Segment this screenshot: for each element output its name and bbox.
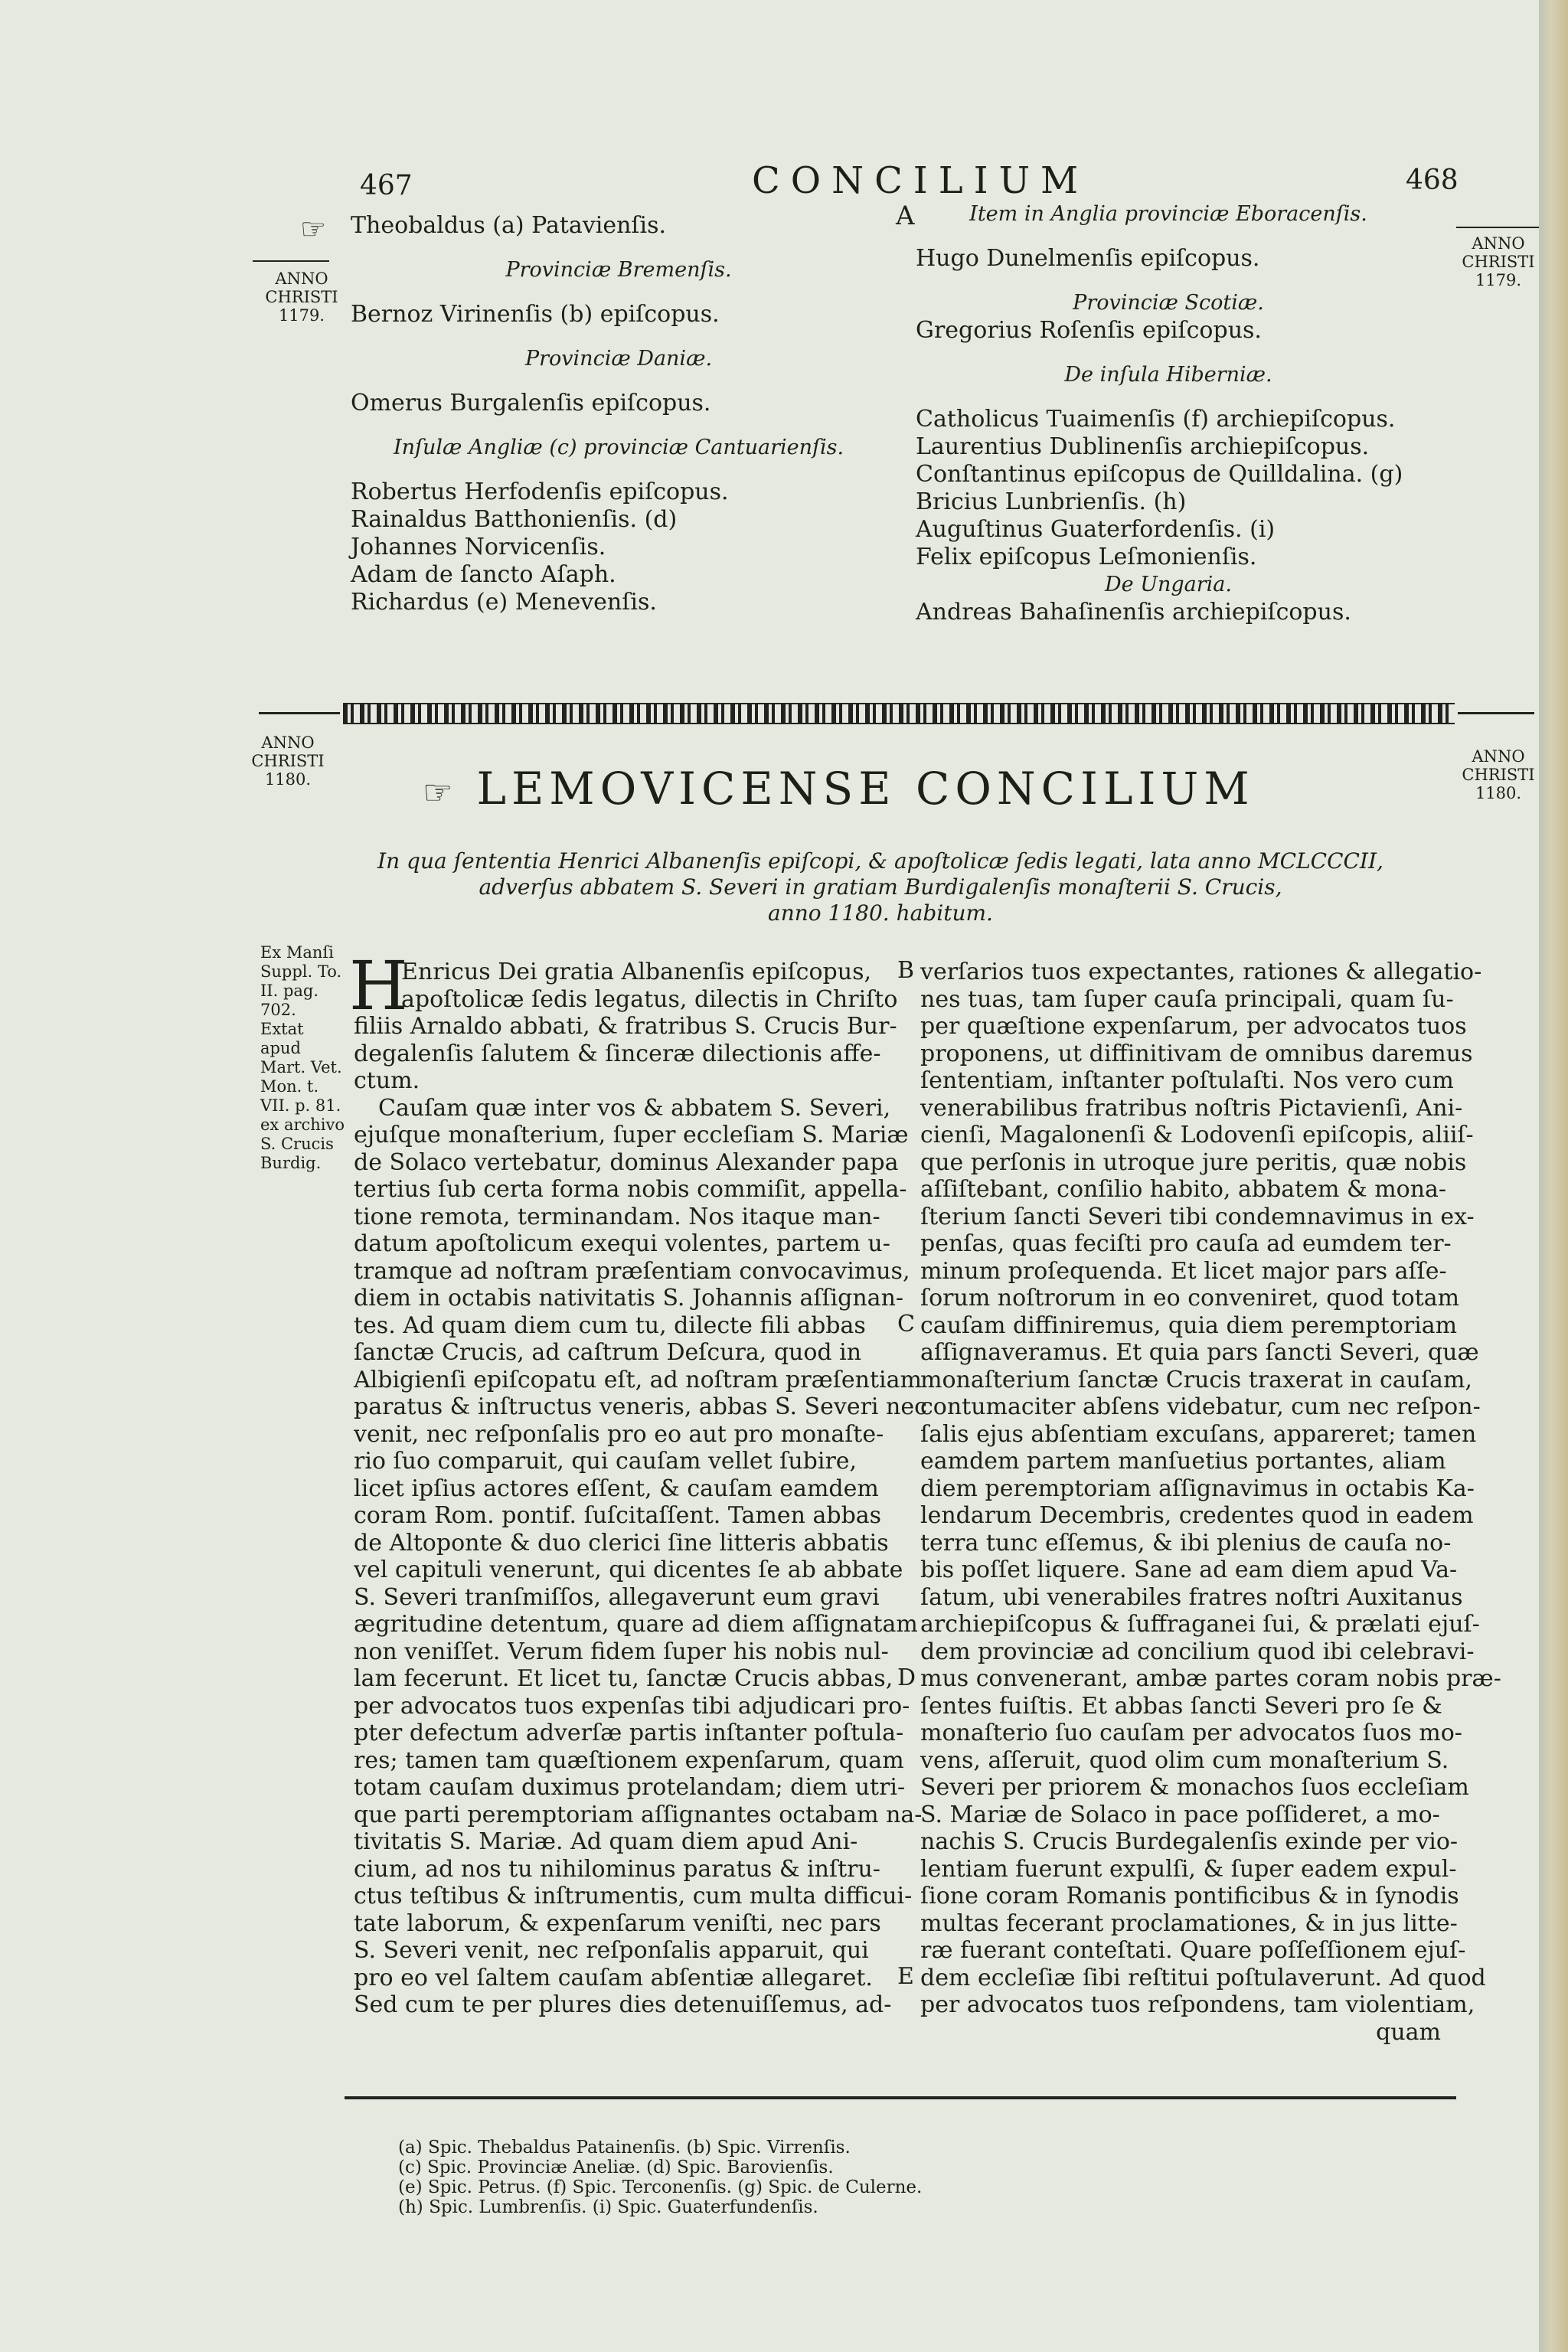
body-line: venerabilibus fratribus noſtris Pictavienſi, Ani- [920, 1094, 1463, 1122]
list-item: Omerus Burgalenſis epiſcopus. [351, 390, 711, 416]
body-line: filiis Arnaldo abbati, & fratribus S. Crucis Bur- [354, 1013, 897, 1040]
body-line: ſterium ſancti Severi tibi condemnavimus in ex- [920, 1203, 1475, 1230]
body-line: paratus & inſtructus veneris, abbas S. Severi nec [354, 1393, 927, 1420]
body-line: Cauſam quæ inter vos & abbatem S. Severi, [378, 1094, 891, 1122]
body-line: vens, aſſeruit, quod olim cum monaſterium S. [920, 1746, 1449, 1774]
body-line: ſanctæ Crucis, ad caſtrum Deſcura, quod in [354, 1339, 862, 1366]
body-line: multas fecerant proclamationes, & in jus litte- [920, 1909, 1458, 1937]
body-line: coram Rom. pontif. ſuſcitaſſent. Tamen abbas [354, 1502, 882, 1529]
anno-top-left [256, 270, 348, 325]
body-line: diem in octabis nativitatis S. Johannis aſſignan- [354, 1285, 904, 1312]
body-line: ſatum, ubi venerabiles fratres noſtri Auxitanus [920, 1583, 1463, 1611]
body-line: cium, ad nos tu nihilominus paratus & inſtru- [354, 1855, 880, 1883]
province-heading: De inſula Hiberniæ. [1064, 363, 1272, 387]
body-line: ſententiam, inſtanter poſtulaſti. Nos vero cum [920, 1067, 1454, 1094]
sidenote-line: Extat apud [260, 1020, 304, 1057]
body-line: pter defectum adverſæ partis inſtanter poſtula- [354, 1720, 904, 1746]
body-line: que parti peremptoriam aſſignantes octabam na- [354, 1801, 923, 1828]
body-line: rio ſuo comparuit, qui cauſam vellet ſubire, [354, 1448, 858, 1475]
list-item: Laurentius Dublinenſis archiepiſcopus. [916, 433, 1370, 460]
body-line: terra tunc eſſemus, & ibi plenius de cauſa no- [920, 1529, 1452, 1557]
list-item: Andreas Bahaſinenſis archiepiſcopus. [916, 599, 1351, 626]
body-line: S. Mariæ de Solaco in pace poſſideret, a mo- [920, 1801, 1440, 1828]
anno-label: CHRISTI [265, 288, 338, 306]
body-line: dem eccleſiæ ſibi reſtitui poſtulaverunt. Ad quod [920, 1964, 1486, 1991]
sidenote-line: ex archivo [260, 1116, 345, 1134]
body-line: tes. Ad quam diem cum tu, dilecte fili abbas [354, 1312, 866, 1339]
body-line: archiepiſcopus & ſuffraganei ſui, & prælati ejuſ- [920, 1611, 1480, 1638]
body-line: tramque ad noſtram præſentiam convocavimus, [354, 1257, 910, 1285]
province-heading: Item in Anglia provinciæ Eboracenſis. [969, 202, 1367, 226]
drop-cap: H [349, 946, 408, 1025]
body-line: nes tuas, tam ſuper cauſa principali, quam ſu- [920, 985, 1454, 1013]
body-line: de Altoponte & duo clerici ſine litteris abbatis [354, 1529, 889, 1557]
body-line: tione remota, terminandam. Nos itaque man- [354, 1203, 880, 1230]
anno-mid-right [1456, 747, 1540, 802]
bishop-list-right [916, 201, 1421, 626]
body-line: ſione coram Romanis pontificibus & in ſynodis [920, 1883, 1459, 1909]
body-line: ctus teſtibus & inſtrumentis, cum multa difficui- [354, 1883, 913, 1909]
body-line: tate laborum, & expenſarum veniſti, nec pars [354, 1909, 881, 1937]
page-number-right: 468 [1406, 165, 1459, 196]
footnote-rule [345, 2096, 1456, 2099]
anno-rule [1456, 227, 1539, 228]
section-title [423, 763, 1255, 815]
body-line: ejuſque monaſterium, ſuper eccleſiam S. Mariæ [354, 1122, 909, 1148]
body-line: licet ipſius actores eſſent, & cauſam eamdem [354, 1475, 879, 1502]
sidenote-line: Ex Manſi [260, 943, 334, 962]
body-line: tertius ſub certa forma nobis commiſit, appella- [354, 1176, 907, 1203]
anno-label: CHRISTI [1462, 253, 1535, 271]
page-number-left: 467 [360, 170, 413, 201]
body-line: contumaciter abſens videbatur, cum nec reſpon- [920, 1393, 1481, 1420]
sidenote-line: Burdig. [260, 1154, 322, 1172]
anno-label: ANNO [261, 733, 315, 752]
list-item: Adam de ſancto Aſaph. [351, 561, 616, 588]
sidenote-line: II. pag. 702. [260, 982, 319, 1019]
body-line: eamdem partem manſuetius portantes, aliam [920, 1448, 1446, 1475]
body-line: ræ fuerant conteſtati. Quare poſſeſſionem ejuſ- [920, 1937, 1466, 1964]
body-line: ſorum noſtrorum in eo conveniret, quod totam [920, 1285, 1460, 1312]
body-line: minum proſequenda. Et licet major pars aſſe- [920, 1257, 1447, 1285]
body-line: non veniſſet. Verum fidem ſuper his nobis nul- [354, 1638, 889, 1665]
source-sidenote [260, 943, 348, 1173]
body-line: degalenſis ſalutem & ſinceræ dilectionis affe- [354, 1040, 881, 1067]
province-heading: Provinciæ Bremenſis. [505, 258, 732, 282]
body-line: ſalis ejus abſentiam excuſans, appareret; tamen [920, 1420, 1477, 1448]
body-line: datum apoſtolicum exequi volentes, partem u- [354, 1230, 890, 1257]
section-title-text: LEMOVICENSE CONCILIUM [476, 763, 1255, 815]
body-line: lentiam fuerunt expulſi, & ſuper eadem expul- [920, 1855, 1457, 1883]
body-line: pro eo vel ſaltem cauſam abſentiæ allegaret. [354, 1964, 873, 1991]
anno-label: ANNO [1472, 747, 1525, 766]
body-line: tivitatis S. Mariæ. Ad quam diem apud Ani- [354, 1828, 858, 1855]
body-line: quam [1376, 2018, 1441, 2046]
list-item: Catholicus Tuaimenſis (f) archiepiſcopus. [916, 406, 1396, 433]
footnotes [398, 2138, 922, 2217]
body-line: que perſonis in utroque jure peritis, quæ nobis [920, 1148, 1467, 1176]
list-item: Richardus (e) Menevenſis. [351, 589, 657, 616]
body-line: per quæſtione expenſarum, per advocatos tuos [920, 1013, 1467, 1040]
anno-rule [253, 260, 329, 262]
body-line: diem peremptoriam aſſignavimus in octabis Ka- [920, 1475, 1475, 1502]
body-line: aſſiſtebant, conſilio habito, abbatem & mona- [920, 1176, 1447, 1203]
column-marker-d: D [897, 1664, 916, 1691]
anno-label: CHRISTI [1462, 766, 1535, 784]
section-subtitle-line: In qua ſententia Henrici Albanenſis epiſcopi, & apoſtolicæ ſedis legati, lata anno MCLCCCII, [377, 848, 1383, 874]
body-line: Sed cum te per plures dies detenuiſſemus, ad- [354, 1991, 892, 2018]
body-line: ægritudine detentum, quare ad diem aſſignatam [354, 1611, 918, 1638]
body-line: proponens, ut diffinitivam de omnibus daremus [920, 1040, 1473, 1067]
body-line: Enricus Dei gratia Albanenſis epiſcopus, [401, 959, 872, 985]
body-line: per advocatos tuos expenſas tibi adjudicari pro- [354, 1692, 910, 1720]
body-line: cienſi, Magalonenſi & Lodovenſi epiſcopis, aliiſ- [920, 1122, 1474, 1148]
running-title: CONCILIUM [752, 159, 1089, 202]
pointing-hand-icon: ☞ [423, 773, 459, 812]
body-line: ſentes fuiſtis. Et abbas ſancti Severi pro ſe & [920, 1692, 1442, 1720]
body-line: penſas, quas feciſti pro cauſa ad eumdem ter- [920, 1230, 1452, 1257]
ornament-rule-right [1458, 712, 1534, 714]
body-line: totam cauſam duximus protelandam; diem utri- [354, 1774, 906, 1801]
body-line: S. Severi venit, nec reſponſalis apparuit, qui [354, 1937, 869, 1964]
footnote-line: (a) Spic. Thebaldus Patainenſis. (b) Spic. Virrenſis. [398, 2138, 851, 2158]
list-item: Felix epiſcopus Leſmonienſis. [916, 544, 1257, 570]
anno-top-right [1456, 234, 1540, 289]
sidenote-line: S. Crucis [260, 1135, 334, 1153]
list-item: Theobaldus (a) Patavienſis. [351, 212, 667, 239]
sidenote-line: Mon. t. [260, 1077, 319, 1096]
body-line: cauſam diffiniremus, quia diem peremptoriam [920, 1312, 1458, 1339]
list-item: Conſtantinus epiſcopus de Quilldalina. (g) [916, 461, 1403, 488]
body-line: de Solaco vertebatur, dominus Alexander papa [354, 1148, 899, 1176]
ornament-rule-left [259, 712, 340, 714]
province-heading: Provinciæ Daniæ. [524, 347, 713, 371]
column-marker-b: B [897, 957, 915, 984]
body-column-right [920, 959, 1501, 2046]
body-line: verſarios tuos expectantes, rationes & allegatio- [920, 959, 1482, 985]
footnote-line: (h) Spic. Lumbrenſis. (i) Spic. Guaterfundenſis. [398, 2197, 818, 2217]
book-binding-edge [1539, 0, 1568, 2352]
list-item: Robertus Herfodenſis epiſcopus. [351, 479, 729, 505]
list-item: Gregorius Roſenſis epiſcopus. [916, 317, 1262, 344]
section-letter-a: A [896, 201, 915, 231]
column-marker-c: C [897, 1311, 915, 1338]
anno-mid-left [242, 733, 334, 789]
province-heading: Provinciæ Scotiæ. [1073, 291, 1264, 315]
province-heading: De Ungaria. [1105, 573, 1232, 596]
body-line: lendarum Decembris, credentes quod in eadem [920, 1502, 1474, 1529]
body-line: nachis S. Crucis Burdegalenſis exinde per vio- [920, 1828, 1459, 1855]
sidenote-line: Suppl. To. [260, 962, 342, 981]
body-line: mus convenerant, ambæ partes coram nobis præ- [920, 1665, 1501, 1692]
province-heading: Inſulæ Angliæ (c) provinciæ Cantuarienſis. [393, 436, 844, 459]
anno-year: 1179. [1475, 271, 1522, 289]
body-line: aſſignaveramus. Et quia pars ſancti Severi, quæ [920, 1339, 1479, 1366]
anno-year: 1179. [278, 306, 325, 325]
body-line: venit, nec reſponſalis pro eo aut pro monaſte- [354, 1420, 884, 1448]
pointing-hand-icon: ☞ [300, 212, 327, 246]
body-line: S. Severi tranſmiſſos, allegaverunt eum gravi [354, 1583, 880, 1611]
list-item: Auguſtinus Guaterfordenſis. (i) [916, 516, 1276, 543]
anno-label: ANNO [1472, 234, 1525, 253]
sidenote-line: Mart. Vet. [260, 1058, 342, 1076]
section-subtitle-line: adverſus abbatem S. Severi in gratiam Burdigalenſis monaſterii S. Crucis, [479, 874, 1282, 900]
anno-label: ANNO [275, 270, 328, 288]
list-item: Rainaldus Batthonienſis. (d) [351, 506, 678, 533]
ornament-band [343, 703, 1455, 724]
anno-label: CHRISTI [251, 752, 325, 770]
column-marker-e: E [897, 1963, 914, 1990]
footnote-line: (e) Spic. Petrus. (f) Spic. Terconenſis. (g) Spic. de Culerne. [398, 2177, 923, 2197]
anno-year: 1180. [264, 770, 312, 789]
body-line: monaſterio ſuo cauſam per advocatos ſuos mo- [920, 1720, 1462, 1746]
body-line: lam fecerunt. Et licet tu, ſanctæ Crucis abbas, [354, 1665, 893, 1692]
bishop-list-left [351, 212, 887, 616]
body-line: dem provinciæ ad concilium quod ibi celebravi- [920, 1638, 1475, 1665]
body-line: res; tamen tam quæſtionem expenſarum, quam [354, 1746, 904, 1774]
list-item: Bricius Lunbrienſis. (h) [916, 488, 1187, 515]
body-line: vel capituli venerunt, qui dicentes ſe ab abbate [354, 1557, 903, 1583]
body-line: apoſtolicæ ſedis legatus, dilectis in Chriſto [401, 985, 898, 1013]
section-subtitle-line: anno 1180. habitum. [768, 900, 993, 926]
anno-year: 1180. [1475, 784, 1522, 802]
body-column-left [354, 959, 927, 2019]
footnote-line: (c) Spic. Provinciæ Aneliæ. (d) Spic. Barovienſis. [398, 2158, 834, 2177]
body-line: ctum. [354, 1067, 420, 1094]
body-line: Severi per priorem & monachos ſuos eccleſiam [920, 1774, 1469, 1801]
list-item: Johannes Norvicenſis. [351, 534, 606, 560]
list-item: Hugo Dunelmenſis epiſcopus. [916, 245, 1260, 272]
list-item: Bernoz Virinenſis (b) epiſcopus. [351, 301, 720, 328]
body-line: bis poſſet liquere. Sane ad eam diem apud Va- [920, 1557, 1458, 1583]
body-line: monaſterium ſanctæ Crucis traxerat in cauſam, [920, 1366, 1472, 1393]
sidenote-line: VII. p. 81. [260, 1096, 341, 1115]
body-line: Albigienſi epiſcopatu eſt, ad noſtram præſentiam [354, 1366, 922, 1393]
body-line: per advocatos tuos reſpondens, tam violentiam, [920, 1991, 1475, 2018]
